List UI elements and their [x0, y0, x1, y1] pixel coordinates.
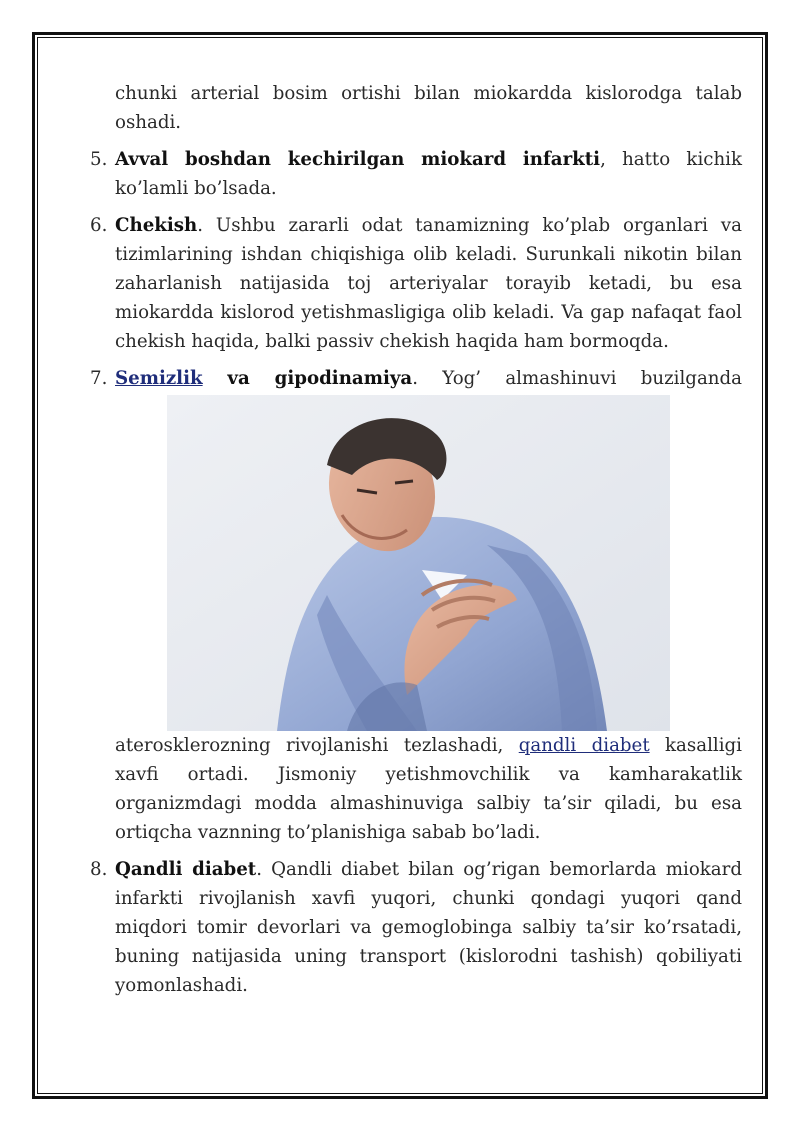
list-item-6	[90, 211, 742, 356]
text-after-link: kasalligi xavfi ortadi. Jismoniy yetishmovchilik va kamharakatlik organizmdagi modda almashinuviga salbiy ta’sir qiladi, bu esa ortiqcha vaznning to’planishiga sabab bo’ladi.	[115, 735, 742, 843]
continued-paragraph: chunki arterial bosim ortishi bilan miokardda kislorodga talab oshadi.	[115, 83, 742, 133]
qandli-diabet-link[interactable]: qandli diabet	[518, 735, 650, 756]
item-heading: Avval boshdan kechirilgan miokard infarkti	[115, 149, 601, 170]
item-text: , hatto kichik ko’lamli bo’lsada.	[115, 149, 742, 199]
item-text: . Qandli diabet bilan og’rigan bemorlarda miokard infarkti rivojlanish xavfi yuqori, chunki qondagi yuqori qand miqdori tomir devorlari va gemoglobinga salbiy ta’sir ko’rsatadi, buning natijasida uning transport (kislorodni tashish) qobiliyati yomonlashadi.	[115, 859, 742, 996]
list-number: 6.	[90, 215, 108, 236]
list-item-8	[90, 855, 742, 1000]
chest-pain-photo	[167, 395, 670, 731]
item-text: . Ushbu zararli odat tanamizning ko’plab organlari va tizimlarining ishdan chiqishiga olib keladi. Surunkali nikotin bilan zaharlanish natijasida toj arteriyalar torayib ketadi, bu esa miokardda kislorod yetishmasligiga olib keladi. Va gap nafaqat faol chekish haqida, balki passiv chekish haqida ham bormoqda.	[115, 215, 742, 352]
photo-illustration	[167, 395, 670, 731]
document-body	[90, 79, 742, 1000]
list-number: 7.	[90, 368, 108, 389]
item-heading: Qandli diabet	[115, 859, 257, 880]
paragraph-after-image	[115, 731, 742, 847]
list-number: 5.	[90, 149, 108, 170]
list-number: 8.	[90, 859, 108, 880]
list-item-5	[90, 145, 742, 203]
item-heading: Chekish	[115, 215, 198, 236]
list-item-7	[90, 364, 742, 393]
item-heading: va gipodinamiya	[202, 368, 413, 389]
item-text: . Yog’ almashinuvi buzilganda	[412, 368, 742, 389]
semizlik-link[interactable]: Semizlik	[115, 368, 203, 389]
text-before-link: aterosklerozning rivojlanishi tezlashadi,	[115, 735, 519, 756]
